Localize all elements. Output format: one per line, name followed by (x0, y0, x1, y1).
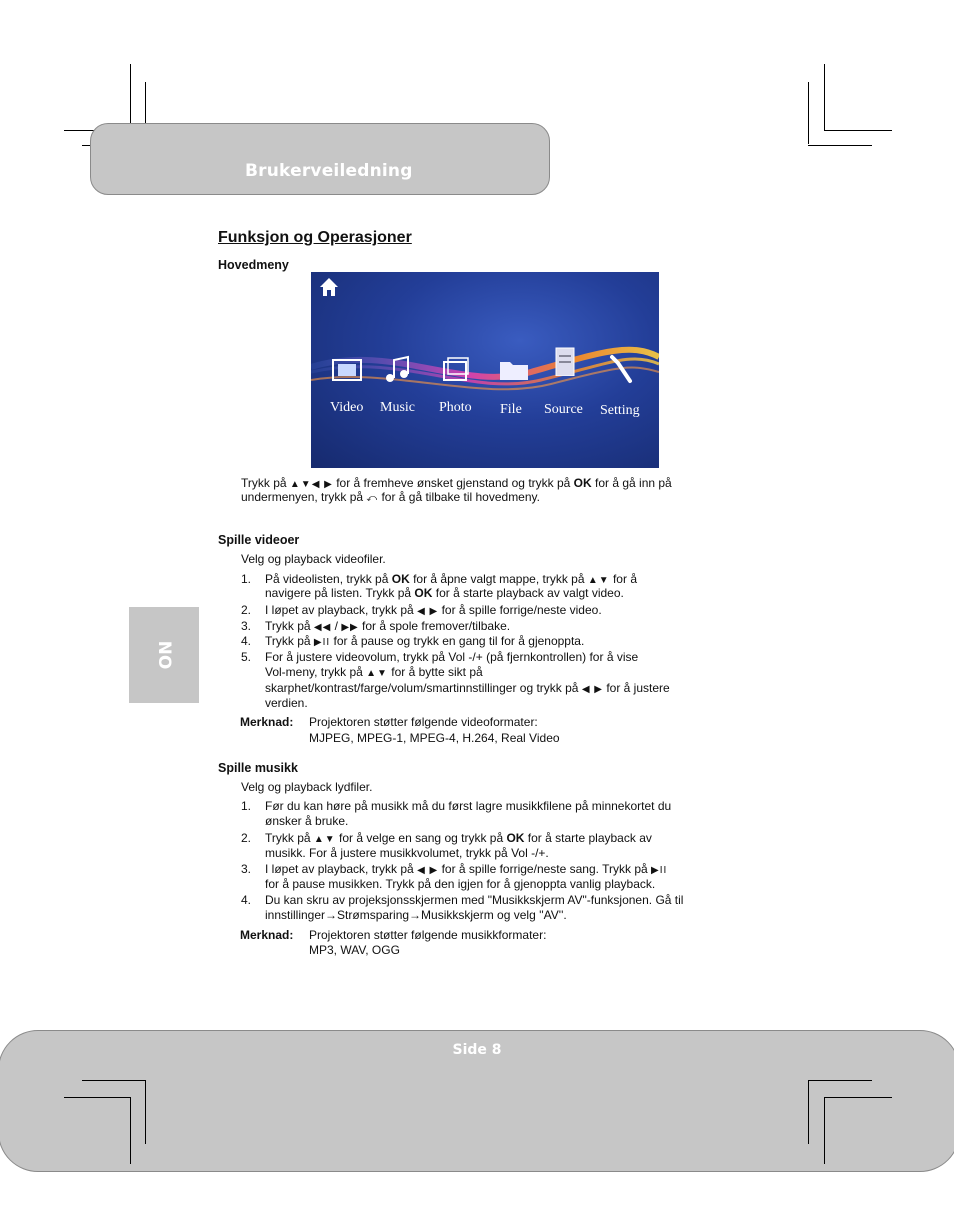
video-intro: Velg og playback videofiler. (241, 552, 386, 566)
header-tab (90, 123, 550, 195)
music-item-4-line2: innstillinger→Strømsparing→Musikkskjerm og velg ''AV''. (265, 908, 567, 922)
home-icon (319, 277, 339, 297)
menu-description-line2: undermenyen, trykk på ⤺ for å gå tilbake til hovedmeny. (241, 490, 540, 504)
list-number: 5. (241, 650, 252, 664)
video-item-4: Trykk på ▶II for å pause og trykk en gang til for å gjenoppta. (265, 634, 585, 648)
video-item-1-line1: På videolisten, trykk på OK for å åpne valgt mappe, trykk på ▲▼ for å (265, 572, 637, 586)
video-item-3: Trykk på ◀◀ / ▶▶ for å spole fremover/tilbake. (265, 619, 511, 633)
photo-icon (441, 354, 471, 384)
crop-mark (808, 82, 809, 144)
music-note-label: Merknad: (240, 928, 294, 942)
section-title: Funksjon og Operasjoner (218, 229, 412, 246)
list-number: 1. (241, 799, 252, 813)
music-item-3-line2: for å pause musikken. Trykk på den igjen for å gjenoppta vanlig playback. (265, 877, 656, 891)
list-number: 1. (241, 572, 252, 586)
wrench-icon (606, 354, 636, 384)
video-note-line1: Projektoren støtter følgende videoformater: (309, 715, 538, 729)
crop-mark (824, 64, 825, 130)
music-item-2-line1: Trykk på ▲▼ for å velge en sang og trykk på OK for å starte playback av (265, 831, 652, 845)
crop-mark (82, 1080, 146, 1081)
video-heading: Spille videoer (218, 533, 300, 547)
video-item-5-line1: For å justere videovolum, trykk på Vol -/+ (på fjernkontrollen) for å vise (265, 650, 639, 664)
crop-mark (824, 1097, 825, 1164)
back-icon: ⤺ (366, 493, 379, 504)
video-item-5-line2: Vol-meny, trykk på ▲▼ for å bytte sikt på (265, 665, 483, 679)
list-number: 4. (241, 893, 252, 907)
crop-mark (808, 1080, 809, 1144)
page-number: Side 8 (452, 1042, 502, 1058)
crop-mark (808, 1080, 872, 1081)
menu-item-source: Source (544, 402, 583, 417)
list-number: 2. (241, 603, 252, 617)
list-number: 4. (241, 634, 252, 648)
video-item-1-line2: navigere på listen. Trykk på OK for å starte playback av valgt video. (265, 586, 624, 600)
menu-description-line1: Trykk på ▲▼◀ ▶ for å fremheve ønsket gjenstand og trykk på OK for å gå inn på (241, 476, 672, 490)
language-label: NO (154, 640, 174, 670)
video-item-2: I løpet av playback, trykk på ◀ ▶ for å spille forrige/neste video. (265, 603, 602, 617)
crop-mark (64, 1097, 131, 1098)
main-menu-heading: Hovedmeny (218, 258, 289, 272)
crop-mark (145, 1080, 146, 1144)
video-item-5-line4: verdien. (265, 696, 308, 710)
music-item-2-line2: musikk. For å justere musikkvolumet, trykk på Vol -/+. (265, 846, 549, 860)
video-note-line2: MJPEG, MPEG-1, MPEG-4, H.264, Real Video (309, 731, 560, 745)
music-icon (382, 354, 412, 384)
music-item-1-line1: Før du kan høre på musikk må du først lagre musikkfilene på minnekortet du (265, 799, 672, 813)
music-note-line1: Projektoren støtter følgende musikkformater: (309, 928, 547, 942)
video-icon (332, 354, 362, 384)
main-menu-screenshot (311, 272, 659, 468)
crop-mark (824, 130, 892, 131)
navigation-arrows-icon: ▲▼◀ ▶ (289, 479, 333, 490)
source-icon (551, 346, 581, 376)
music-item-1-line2: ønsker å bruke. (265, 814, 349, 828)
crop-mark (130, 1097, 131, 1164)
list-number: 3. (241, 862, 252, 876)
crop-mark (824, 1097, 892, 1098)
video-item-5-line3: skarphet/kontrast/farge/volum/smartinnstillinger og trykk på ◀ ▶ for å justere (265, 681, 670, 695)
music-heading: Spille musikk (218, 761, 298, 775)
music-intro: Velg og playback lydfiler. (241, 780, 373, 794)
list-number: 3. (241, 619, 252, 633)
menu-item-photo: Photo (439, 400, 472, 415)
music-item-3-line1: I løpet av playback, trykk på ◀ ▶ for å spille forrige/neste sang. Trykk på ▶II (265, 862, 668, 876)
music-note-line2: MP3, WAV, OGG (309, 943, 400, 957)
music-item-4-line1: Du kan skru av projeksjonsskjermen med "Musikkskjerm AV"-funksjonen. Gå til (265, 893, 684, 907)
menu-item-setting: Setting (600, 403, 640, 418)
list-number: 2. (241, 831, 252, 845)
folder-icon (499, 354, 529, 384)
header-title: Brukerveiledning (245, 161, 413, 181)
crop-mark (808, 145, 872, 146)
menu-item-file: File (500, 402, 522, 417)
video-note-label: Merknad: (240, 715, 294, 729)
language-tab (129, 607, 199, 703)
menu-item-video: Video (330, 400, 364, 415)
menu-item-music: Music (380, 400, 415, 415)
